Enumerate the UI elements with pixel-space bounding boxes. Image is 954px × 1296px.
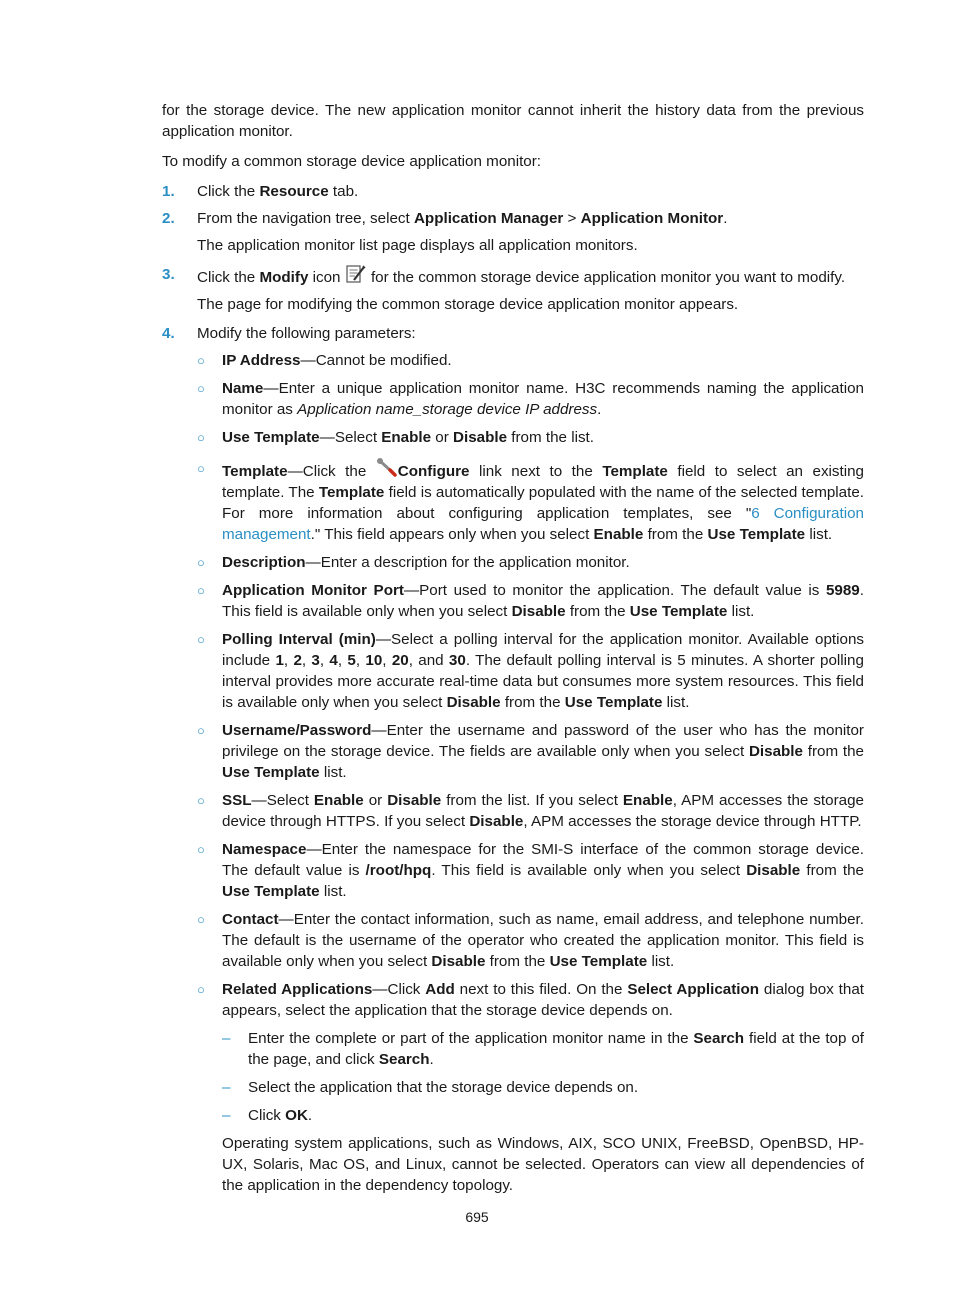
- circle-bullet: ○: [197, 430, 205, 445]
- circle-bullet: ○: [197, 982, 205, 997]
- param-username-password: ○ Username/Password—Enter the username and password of the user who has the monitor privilege on the storage device. The fields are available only when you select Disable from the Use Template list.: [197, 722, 864, 781]
- param-use-template: ○ Use Template—Select Enable or Disable from the list.: [197, 429, 594, 446]
- step-1: 1. Click the Resource tab.: [162, 183, 359, 200]
- param-ip-address: ○ IP Address—Cannot be modified.: [197, 352, 452, 369]
- circle-bullet: ○: [197, 583, 205, 598]
- configure-icon: [376, 458, 398, 478]
- substep-search: – Enter the complete or part of the application monitor name in the Search field at the top of the page, and click Search.: [222, 1030, 864, 1068]
- substep-ok: – Click OK.: [222, 1107, 313, 1124]
- circle-bullet: ○: [197, 912, 205, 927]
- param-application-monitor-port: ○ Application Monitor Port—Port used to monitor the application. The default value is 5989. This field is available only when you select Disable from the Use Template list.: [197, 582, 864, 620]
- param-ssl: ○ SSL—Select Enable or Disable from the list. If you select Enable, APM accesses the storage device through HTTPS. If you select Disable, APM accesses the storage device through HTTP.: [197, 792, 864, 830]
- dash-bullet: –: [222, 1079, 231, 1096]
- circle-bullet: ○: [197, 381, 205, 396]
- step-3-note: The page for modifying the common storage device application monitor appears.: [197, 296, 739, 313]
- param-name: ○ Name—Enter a unique application monitor name. H3C recommends naming the application monitor as Application name_storage device IP address.: [197, 380, 864, 418]
- substep-select: – Select the application that the storage device depends on.: [222, 1079, 639, 1096]
- circle-bullet: ○: [197, 793, 205, 808]
- procedure-lead: To modify a common storage device application monitor:: [162, 153, 542, 170]
- circle-bullet: ○: [197, 842, 205, 857]
- step-number: 2.: [162, 210, 175, 227]
- param-polling-interval: ○ Polling Interval (min)—Select a polling interval for the application monitor. Available options include 1, 2, 3, 4, 5, 10, 20, and 30. The default polling interval is 5 minutes. A shorter polling interval provides more accurate real-time data but consumes more system resources. This field is available only when you select Disable from the Use Template list.: [197, 631, 864, 711]
- circle-bullet: ○: [197, 461, 205, 476]
- page-number: 695: [465, 1209, 489, 1225]
- step-number: 4.: [162, 325, 175, 342]
- application-manager-ref: Application Manager: [413, 210, 564, 227]
- circle-bullet: ○: [197, 723, 205, 738]
- closing-note: Operating system applications, such as Windows, AIX, SCO UNIX, FreeBSD, OpenBSD, HP-UX, Solaris, Mac OS, and Linux, cannot be selected. Operators can view all dependencies of the application in the dependency topology.: [222, 1135, 864, 1194]
- dash-bullet: –: [222, 1107, 231, 1124]
- step-2-note: The application monitor list page displays all application monitors.: [197, 237, 638, 254]
- step-2: 2. From the navigation tree, select Application Manager > Application Monitor.: [162, 210, 728, 227]
- param-related-applications: ○ Related Applications—Click Add next to this filed. On the Select Application dialog box that appears, select the application that the storage device depends on.: [197, 981, 864, 1019]
- intro-continuation: for the storage device. The new application monitor cannot inherit the history data from the previous application monitor.: [162, 102, 864, 140]
- param-template: ○ Template—Click the Configure link next to the Template field to select an existing template. The Template field is automatically populated with the name of the selected template. For more information about configuring application templates, see "6 Configuration management." This field appears only when you select Enable from the Use Template list.: [162, 458, 864, 545]
- application-monitor-ref: Application Monitor: [580, 210, 724, 227]
- param-contact: ○ Contact—Enter the contact information, such as name, email address, and telephone number. The default is the username of the operator who created the application monitor. This field is available only when you select Disable from the Use Template list.: [197, 911, 864, 970]
- document-body: [162, 100, 864, 1196]
- circle-bullet: ○: [197, 353, 205, 368]
- param-description: ○ Description—Enter a description for the application monitor.: [197, 554, 630, 571]
- dash-bullet: –: [222, 1030, 231, 1047]
- step-number: 1.: [162, 183, 175, 200]
- step-3: 3. Click the Modify icon for the common storage device application monitor you want to modify.: [162, 266, 846, 286]
- modify-ref: Modify: [259, 269, 309, 286]
- circle-bullet: ○: [197, 632, 205, 647]
- configuration-management-link[interactable]: 6 Configuration management: [222, 505, 864, 543]
- modify-icon: [345, 264, 367, 284]
- param-namespace: ○ Namespace—Enter the namespace for the SMI-S interface of the common storage device. The default value is /root/hpq. This field is available only when you select Disable from the Use Template list.: [197, 841, 864, 900]
- step-4: 4. Modify the following parameters:: [162, 325, 416, 342]
- resource-tab-ref: Resource: [259, 183, 329, 200]
- step-number: 3.: [162, 266, 175, 283]
- circle-bullet: ○: [197, 555, 205, 570]
